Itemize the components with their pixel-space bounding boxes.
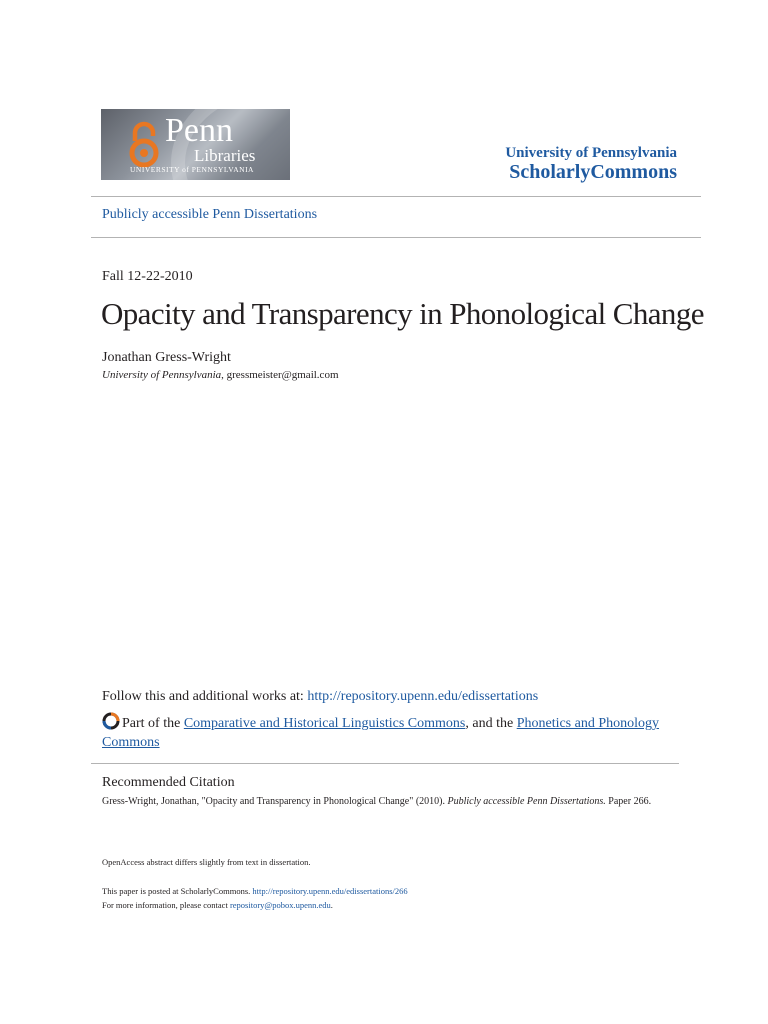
citation-series: Publicly accessible Penn Dissertations. [447,796,606,807]
contact-text: For more information, please contact [102,900,230,910]
collection-link[interactable]: Publicly accessible Penn Dissertations [102,207,318,222]
collection-divider [91,237,701,238]
publication-date: Fall 12-22-2010 [102,269,193,284]
logo-libraries-text: Libraries [194,146,256,165]
openaccess-note: OpenAccess abstract differs slightly from text in dissertation. [102,857,311,867]
contact-line [102,900,333,910]
follow-line [102,689,538,705]
bepress-commons-icon [102,712,120,730]
header-university-link[interactable]: University of Pennsylvania [505,145,677,161]
follow-text: Follow this and additional works at: [102,689,308,704]
author-name: Jonathan Gress-Wright [102,350,231,365]
part-of-prefix: Part of the [122,716,184,731]
header-divider [91,196,701,197]
citation-text [102,796,651,807]
logo-university-text: UNIVERSITY of PENNSYLVANIA [130,165,254,174]
citation-start: Gress-Wright, Jonathan, "Opacity and Transparency in Phonological Change" (2010). [102,796,448,807]
posted-line [102,886,408,896]
paper-url-link[interactable]: http://repository.upenn.edu/edissertations/266 [252,886,408,896]
recommended-citation-heading: Recommended Citation [102,775,235,790]
affiliation-name: University of Pennsylvania [102,369,222,381]
follow-url-link[interactable]: http://repository.upenn.edu/edissertations [307,689,539,704]
posted-text: This paper is posted at ScholarlyCommons. [102,886,253,896]
open-access-lock-icon [127,121,163,169]
comparative-historical-linguistics-link[interactable]: Comparative and Historical Linguistics Commons [183,716,466,731]
contact-end: . [330,900,333,910]
part-of-middle: , and the [465,716,517,731]
header-scholarlycommons-link[interactable]: ScholarlyCommons [509,161,677,183]
citation-divider [91,763,679,764]
phonetics-phonology-link[interactable]: Phonetics and Phonology Commons [102,716,660,750]
citation-end: Paper 266. [605,796,652,807]
contact-email-link[interactable]: repository@pobox.upenn.edu [229,900,331,910]
part-of-line [102,712,677,752]
logo-penn-text: Penn [165,112,233,149]
penn-libraries-logo[interactable] [101,109,290,180]
author-email: , gressmeister@gmail.com [221,369,339,381]
author-affiliation [102,369,339,381]
paper-title: Opacity and Transparency in Phonological Change [101,296,704,331]
